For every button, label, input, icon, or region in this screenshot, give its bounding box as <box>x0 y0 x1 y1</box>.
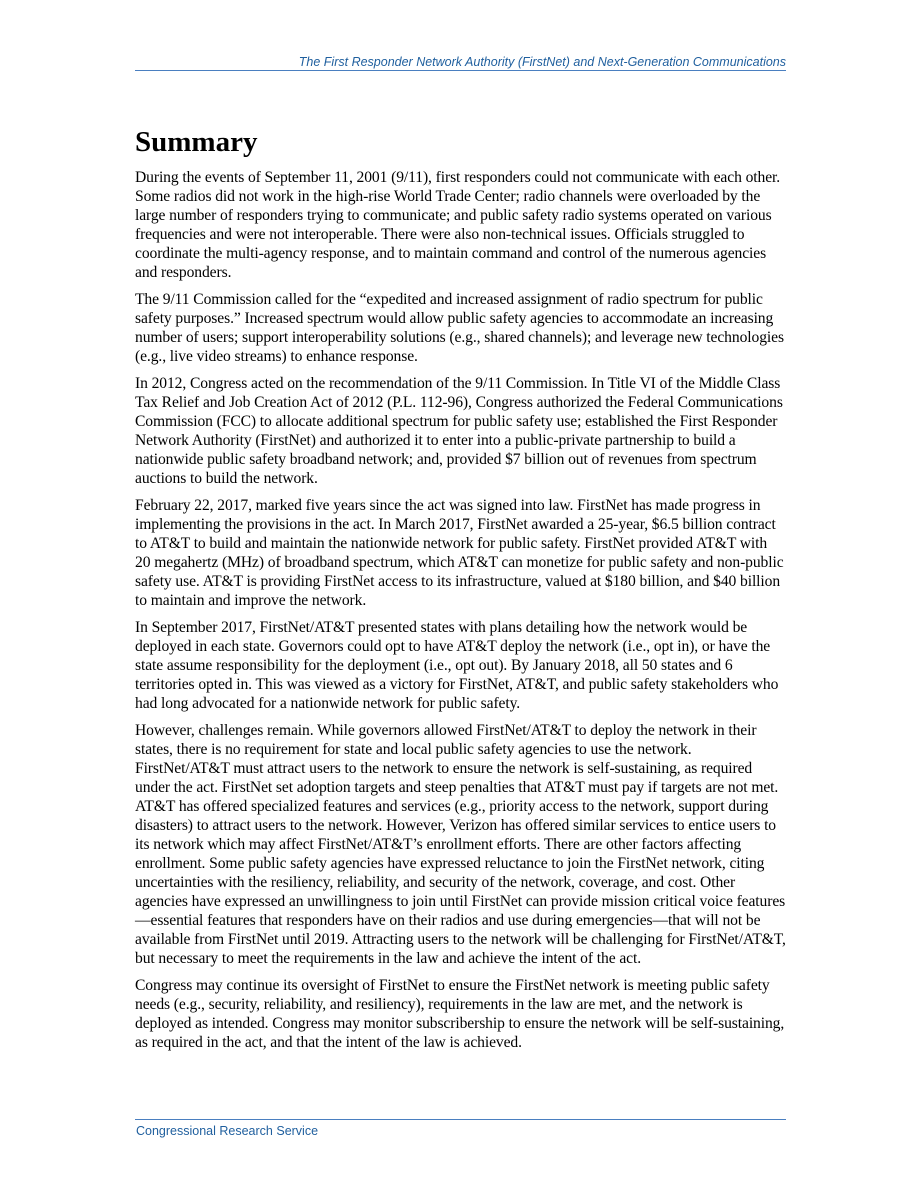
summary-paragraph-3: In 2012, Congress acted on the recommendation of the 9/11 Commission. In Title VI of the Middle Class Tax Relief and Job Creation Act of 2012 (P.L. 112-96), Congress authorized the Federal Communications Commission (FCC) to allocate additional spectrum for public safety use; established the First Responder Network Authority (FirstNet) and authorized it to enter into a public-private partnership to build a nationwide public safety broadband network; and, provided $7 billion out of revenues from spectrum auctions to build the network. <box>135 375 783 487</box>
footer-publisher: Congressional Research Service <box>136 1124 319 1138</box>
summary-paragraph-2: The 9/11 Commission called for the “expedited and increased assignment of radio spectrum for public safety purposes.” Increased spectrum would allow public safety agencies to accommodate an increasing number of users; support interoperability solutions (e.g., shared channels); and leverage new technologies (e.g., live video streams) to enhance response. <box>135 291 784 365</box>
running-header-title: The First Responder Network Authority (FirstNet) and Next-Generation Communications <box>298 55 786 69</box>
summary-paragraph-4: February 22, 2017, marked five years since the act was signed into law. FirstNet has made progress in implementing the provisions in the act. In March 2017, FirstNet awarded a 25-year, $6.5 billion contract to AT&T to build and maintain the nationwide network for public safety. FirstNet provided AT&T with 20 megahertz (MHz) of broadband spectrum, which AT&T can monetize for public safety and non-public safety use. AT&T is providing FirstNet access to its infrastructure, valued at $180 billion, and $40 billion to maintain and improve the network. <box>135 497 784 609</box>
footer-divider <box>135 1119 786 1120</box>
summary-paragraph-7: Congress may continue its oversight of FirstNet to ensure the FirstNet network is meeting public safety needs (e.g., security, reliability, and resiliency), requirements in the law are met, and the network is deployed as intended. Congress may monitor subscribership to ensure the network will be self-sustaining, as required in the act, and that the intent of the law is achieved. <box>135 977 785 1051</box>
summary-paragraph-6: However, challenges remain. While governors allowed FirstNet/AT&T to deploy the network in their states, there is no requirement for state and local public safety agencies to use the network. FirstNet/AT&T must attract users to the network to ensure the network is self-sustaining, as required under the act. FirstNet set adoption targets and steep penalties that AT&T must pay if targets are not met. AT&T has offered specialized features and services (e.g., priority access to the network, support during disasters) to attract users to the network. However, Verizon has offered similar services to entice users to its network which may affect FirstNet/AT&T’s enrollment efforts. There are other factors affecting enrollment. Some public safety agencies have expressed reluctance to join the FirstNet network, citing uncertainties with the resiliency, reliability, and security of the network, coverage, and cost. Other agencies have expressed an unwillingness to join until FirstNet can provide mission critical voice features—essential features that responders have on their radios and use during emergencies—that will not be available from FirstNet until 2019. Attracting users to the network will be challenging for FirstNet/AT&T, but necessary to meet the requirements in the law and achieve the intent of the act. <box>135 722 786 967</box>
summary-heading: Summary <box>135 126 258 158</box>
summary-paragraph-1: During the events of September 11, 2001 (9/11), first responders could not communicate with each other. Some radios did not work in the high-rise World Trade Center; radio channels were overloaded by the large number of responders trying to communicate; and public safety radio systems operated on various frequencies and were not interoperable. There were also non-technical issues. Officials struggled to coordinate the multi-agency response, and to maintain command and control of the numerous agencies and responders. <box>135 169 781 281</box>
header-divider <box>135 70 786 71</box>
summary-section <box>135 124 786 1060</box>
summary-paragraph-5: In September 2017, FirstNet/AT&T presented states with plans detailing how the network would be deployed in each state. Governors could opt to have AT&T deploy the network (i.e., opt in), or have the state assume responsibility for the deployment (i.e., opt out). By January 2018, all 50 states and 6 territories opted in. This was viewed as a victory for FirstNet, AT&T, and public safety stakeholders who had long advocated for a nationwide network for public safety. <box>135 619 779 712</box>
